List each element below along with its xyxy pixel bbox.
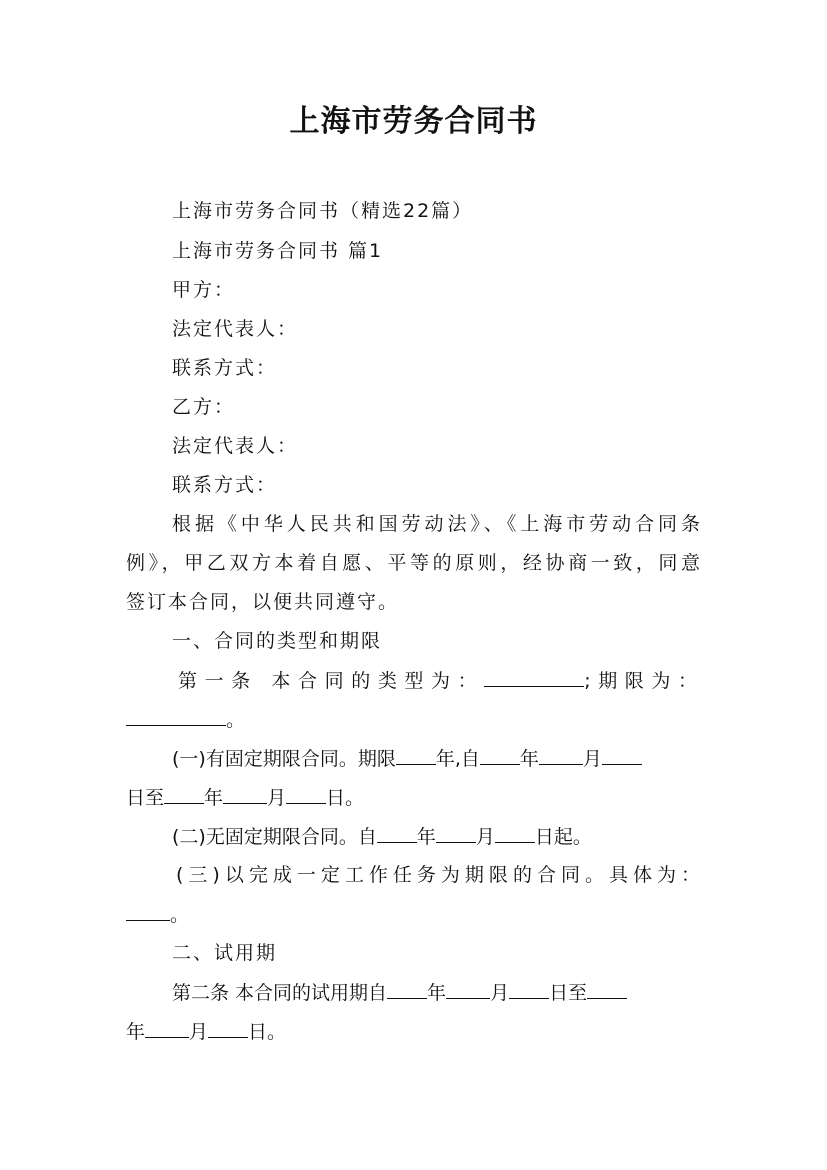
subtitle-line: 上海市劳务合同书（精选22篇）: [172, 200, 474, 222]
fixed-term-text: (一)有固定期限合同。期限: [172, 748, 396, 770]
trial-end-day-blank: [208, 1019, 248, 1038]
preamble-line-3: 签订本合同，以便共同遵守。: [126, 591, 400, 613]
section-heading: 上海市劳务合同书 篇1: [172, 240, 384, 262]
fixed-term-line-1: [172, 746, 702, 771]
open-month-blank: [436, 824, 476, 843]
party-b-contact: 联系方式：: [172, 474, 278, 496]
term-line: [126, 707, 702, 732]
month-text: 月: [490, 982, 510, 1004]
party-a-contact: 联系方式：: [172, 357, 278, 379]
contract-type-blank: [484, 668, 584, 687]
day-text: 日。: [326, 787, 365, 809]
party-a-label: 甲方：: [172, 279, 236, 301]
article-1-line: [178, 668, 702, 693]
task-blank: [126, 902, 170, 921]
year-text: 年: [204, 787, 224, 809]
fixed-term-line-2: [126, 785, 702, 810]
month-text: 月: [475, 826, 495, 848]
year-text: 年: [126, 1021, 146, 1043]
task-period: 。: [170, 904, 192, 926]
task-term-line: (三)以完成一定工作任务为期限的合同。具体为：: [176, 864, 702, 886]
end-month-blank: [223, 785, 267, 804]
trial-end-month-blank: [145, 1019, 189, 1038]
month-text: 月: [582, 748, 602, 770]
preamble-line-2: 例》，甲乙双方本着自愿、平等的原则，经协商一致，同意: [126, 552, 702, 574]
party-a-representative: 法定代表人：: [172, 318, 299, 340]
preamble-line-1: 根据《中华人民共和国劳动法》、《上海市劳动合同条: [172, 513, 702, 535]
document-title: 上海市劳务合同书: [289, 104, 538, 139]
open-term-line: [172, 824, 702, 849]
month-text: 月: [267, 787, 287, 809]
article-1-term-text: ;期限为：: [584, 670, 702, 692]
year-text: 年: [427, 982, 447, 1004]
start-month-blank: [539, 746, 583, 765]
open-term-text: (二)无固定期限合同。自: [172, 826, 377, 848]
open-day-blank: [495, 824, 535, 843]
article-1-text: 第一条 本合同的类型为：: [178, 670, 485, 692]
trial-start-month-blank: [446, 980, 490, 999]
trial-end-year-blank: [587, 980, 627, 999]
day-to-text: 日至: [549, 982, 588, 1004]
years-blank: [396, 746, 436, 765]
day-start-text: 日起。: [534, 826, 592, 848]
open-year-blank: [377, 824, 417, 843]
end-day-blank: [286, 785, 326, 804]
task-term-blank-line: [126, 902, 702, 927]
trial-start-day-blank: [509, 980, 549, 999]
article-2-line-2: [126, 1019, 702, 1044]
year-from-text: 年,自: [435, 748, 480, 770]
day-text: 日。: [248, 1021, 287, 1043]
term-period: 。: [226, 709, 248, 731]
party-b-label: 乙方：: [172, 396, 236, 418]
year-text: 年: [416, 826, 436, 848]
term-blank: [126, 707, 226, 726]
article-2-line-1: [172, 980, 702, 1005]
day-to-text: 日至: [126, 787, 165, 809]
year-text: 年: [519, 748, 539, 770]
end-year-blank: [164, 785, 204, 804]
party-b-representative: 法定代表人：: [172, 435, 299, 457]
trial-start-year-blank: [387, 980, 427, 999]
start-year-blank: [480, 746, 520, 765]
article-2-text: 第二条 本合同的试用期自: [172, 982, 388, 1004]
chapter-heading-2: 二、试用期: [172, 942, 278, 964]
start-day-blank: [602, 746, 642, 765]
month-text: 月: [189, 1021, 209, 1043]
chapter-heading-1: 一、合同的类型和期限: [172, 630, 383, 652]
